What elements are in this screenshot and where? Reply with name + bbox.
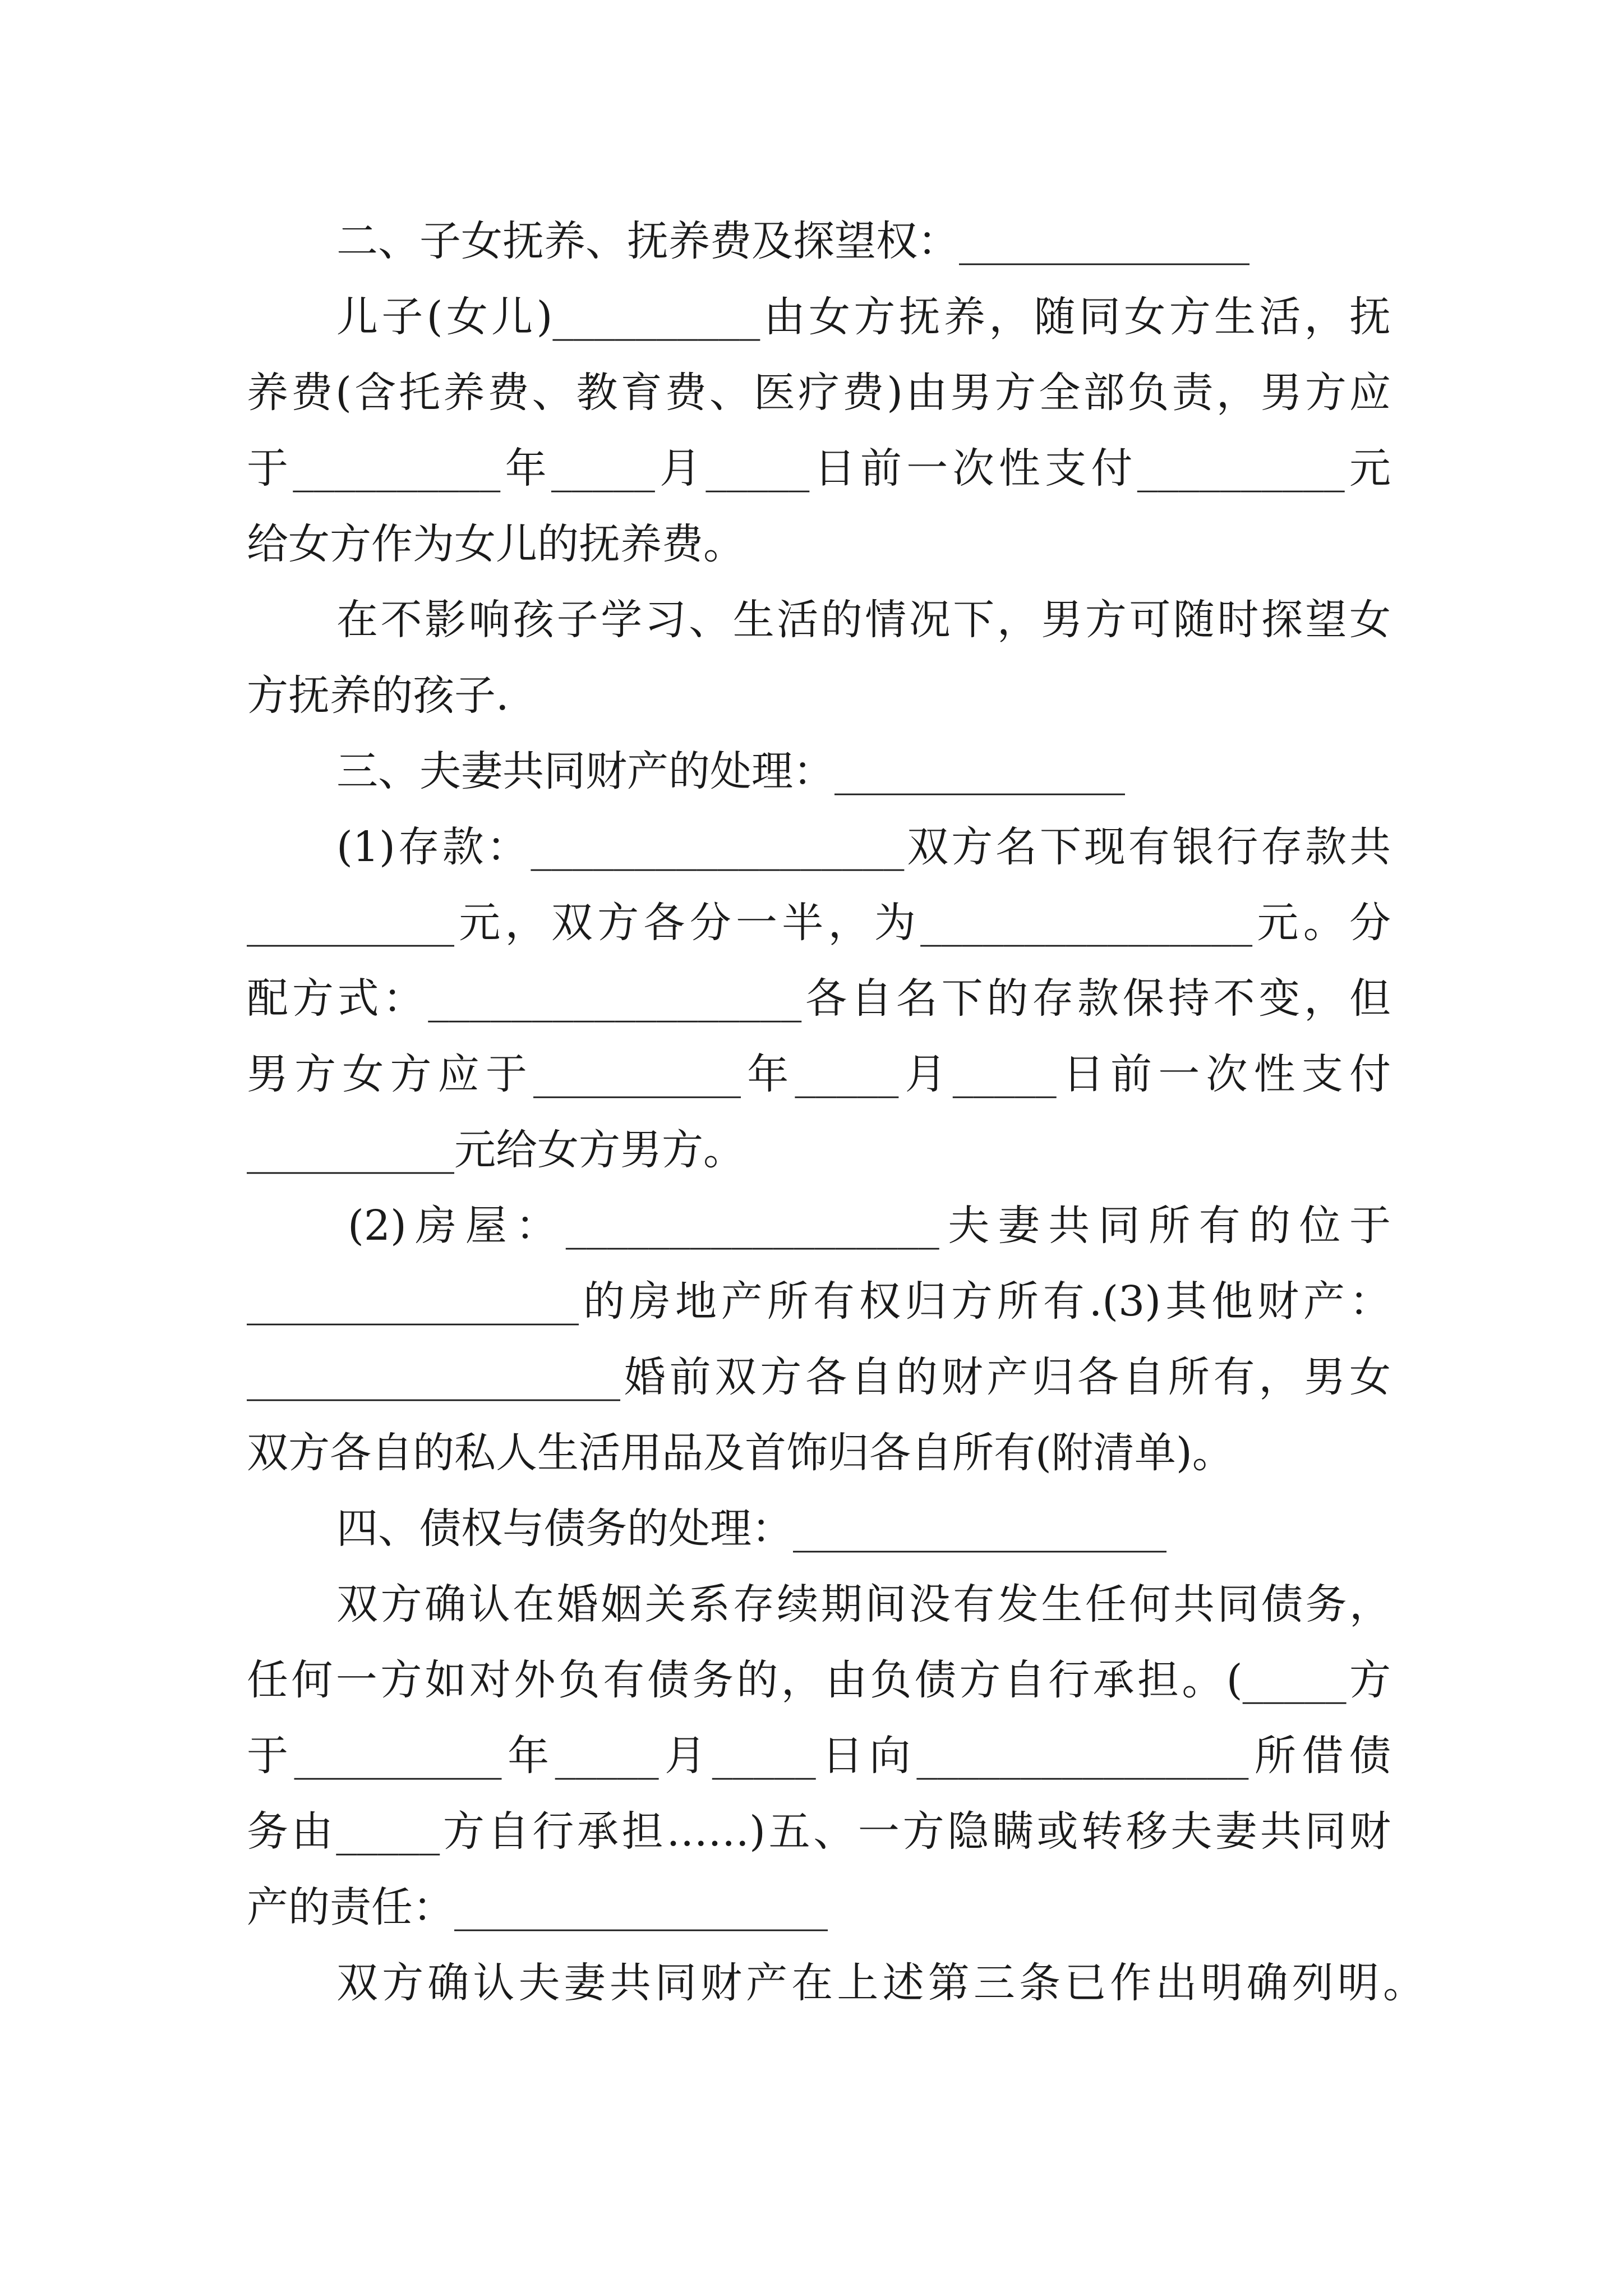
paragraph-line: 男方女方应于__________年_____月_____日前一次性支付 [247, 1050, 1391, 1098]
paragraph-line: ________________的房地产所有权归方所有.(3)其他财产： [247, 1277, 1391, 1326]
paragraph-line: 任何一方如对外负有债务的，由负债方自行承担。(_____方 [247, 1656, 1391, 1704]
paragraph-line: __________元，双方各分一半，为________________元。分 [247, 899, 1391, 947]
paragraph-line: 务由_____方自行承担……)五、一方隐瞒或转移夫妻共同财 [247, 1807, 1391, 1856]
paragraph-line: 配方式：__________________各自名下的存款保持不变，但 [247, 974, 1391, 1023]
paragraph-line: 在不影响孩子学习、生活的情况下，男方可随时探望女 [336, 596, 1391, 644]
paragraph-line: 双方确认在婚姻关系存续期间没有发生任何共同债务， [336, 1580, 1391, 1628]
paragraph-line: 双方确认夫妻共同财产在上述第三条已作出明确列明。 [336, 1959, 1424, 2007]
paragraph-line: 于__________年_____月_____日向________________所借债 [247, 1732, 1391, 1780]
paragraph-line: 儿子(女儿)__________由女方抚养，随同女方生活，抚 [336, 293, 1391, 341]
paragraph-line: 产的责任：__________________ [247, 1883, 828, 1931]
section-heading-custody: 二、子女抚养、抚养费及探望权：______________ [336, 217, 1249, 265]
section-heading-property: 三、夫妻共同财产的处理：______________ [336, 747, 1125, 795]
paragraph-line: (2)房屋：__________________夫妻共同所有的位于 [348, 1202, 1391, 1250]
paragraph-line: 方抚养的孩子. [247, 671, 509, 720]
paragraph-line: __________________婚前双方各自的财产归各自所有，男女 [247, 1353, 1391, 1401]
paragraph-line: 给女方作为女儿的抚养费。 [247, 520, 745, 568]
paragraph-line: 养费(含托养费、教育费、医疗费)由男方全部负责，男方应 [247, 369, 1391, 417]
paragraph-line: (1)存款：__________________双方名下现有银行存款共 [336, 823, 1391, 871]
paragraph-line: __________元给女方男方。 [247, 1126, 745, 1174]
paragraph-line: 双方各自的私人生活用品及首饰归各自所有(附清单)。 [247, 1429, 1234, 1477]
section-heading-debts: 四、债权与债务的处理：__________________ [336, 1504, 1166, 1553]
paragraph-line: 于__________年_____月_____日前一次性支付__________元 [247, 444, 1391, 493]
